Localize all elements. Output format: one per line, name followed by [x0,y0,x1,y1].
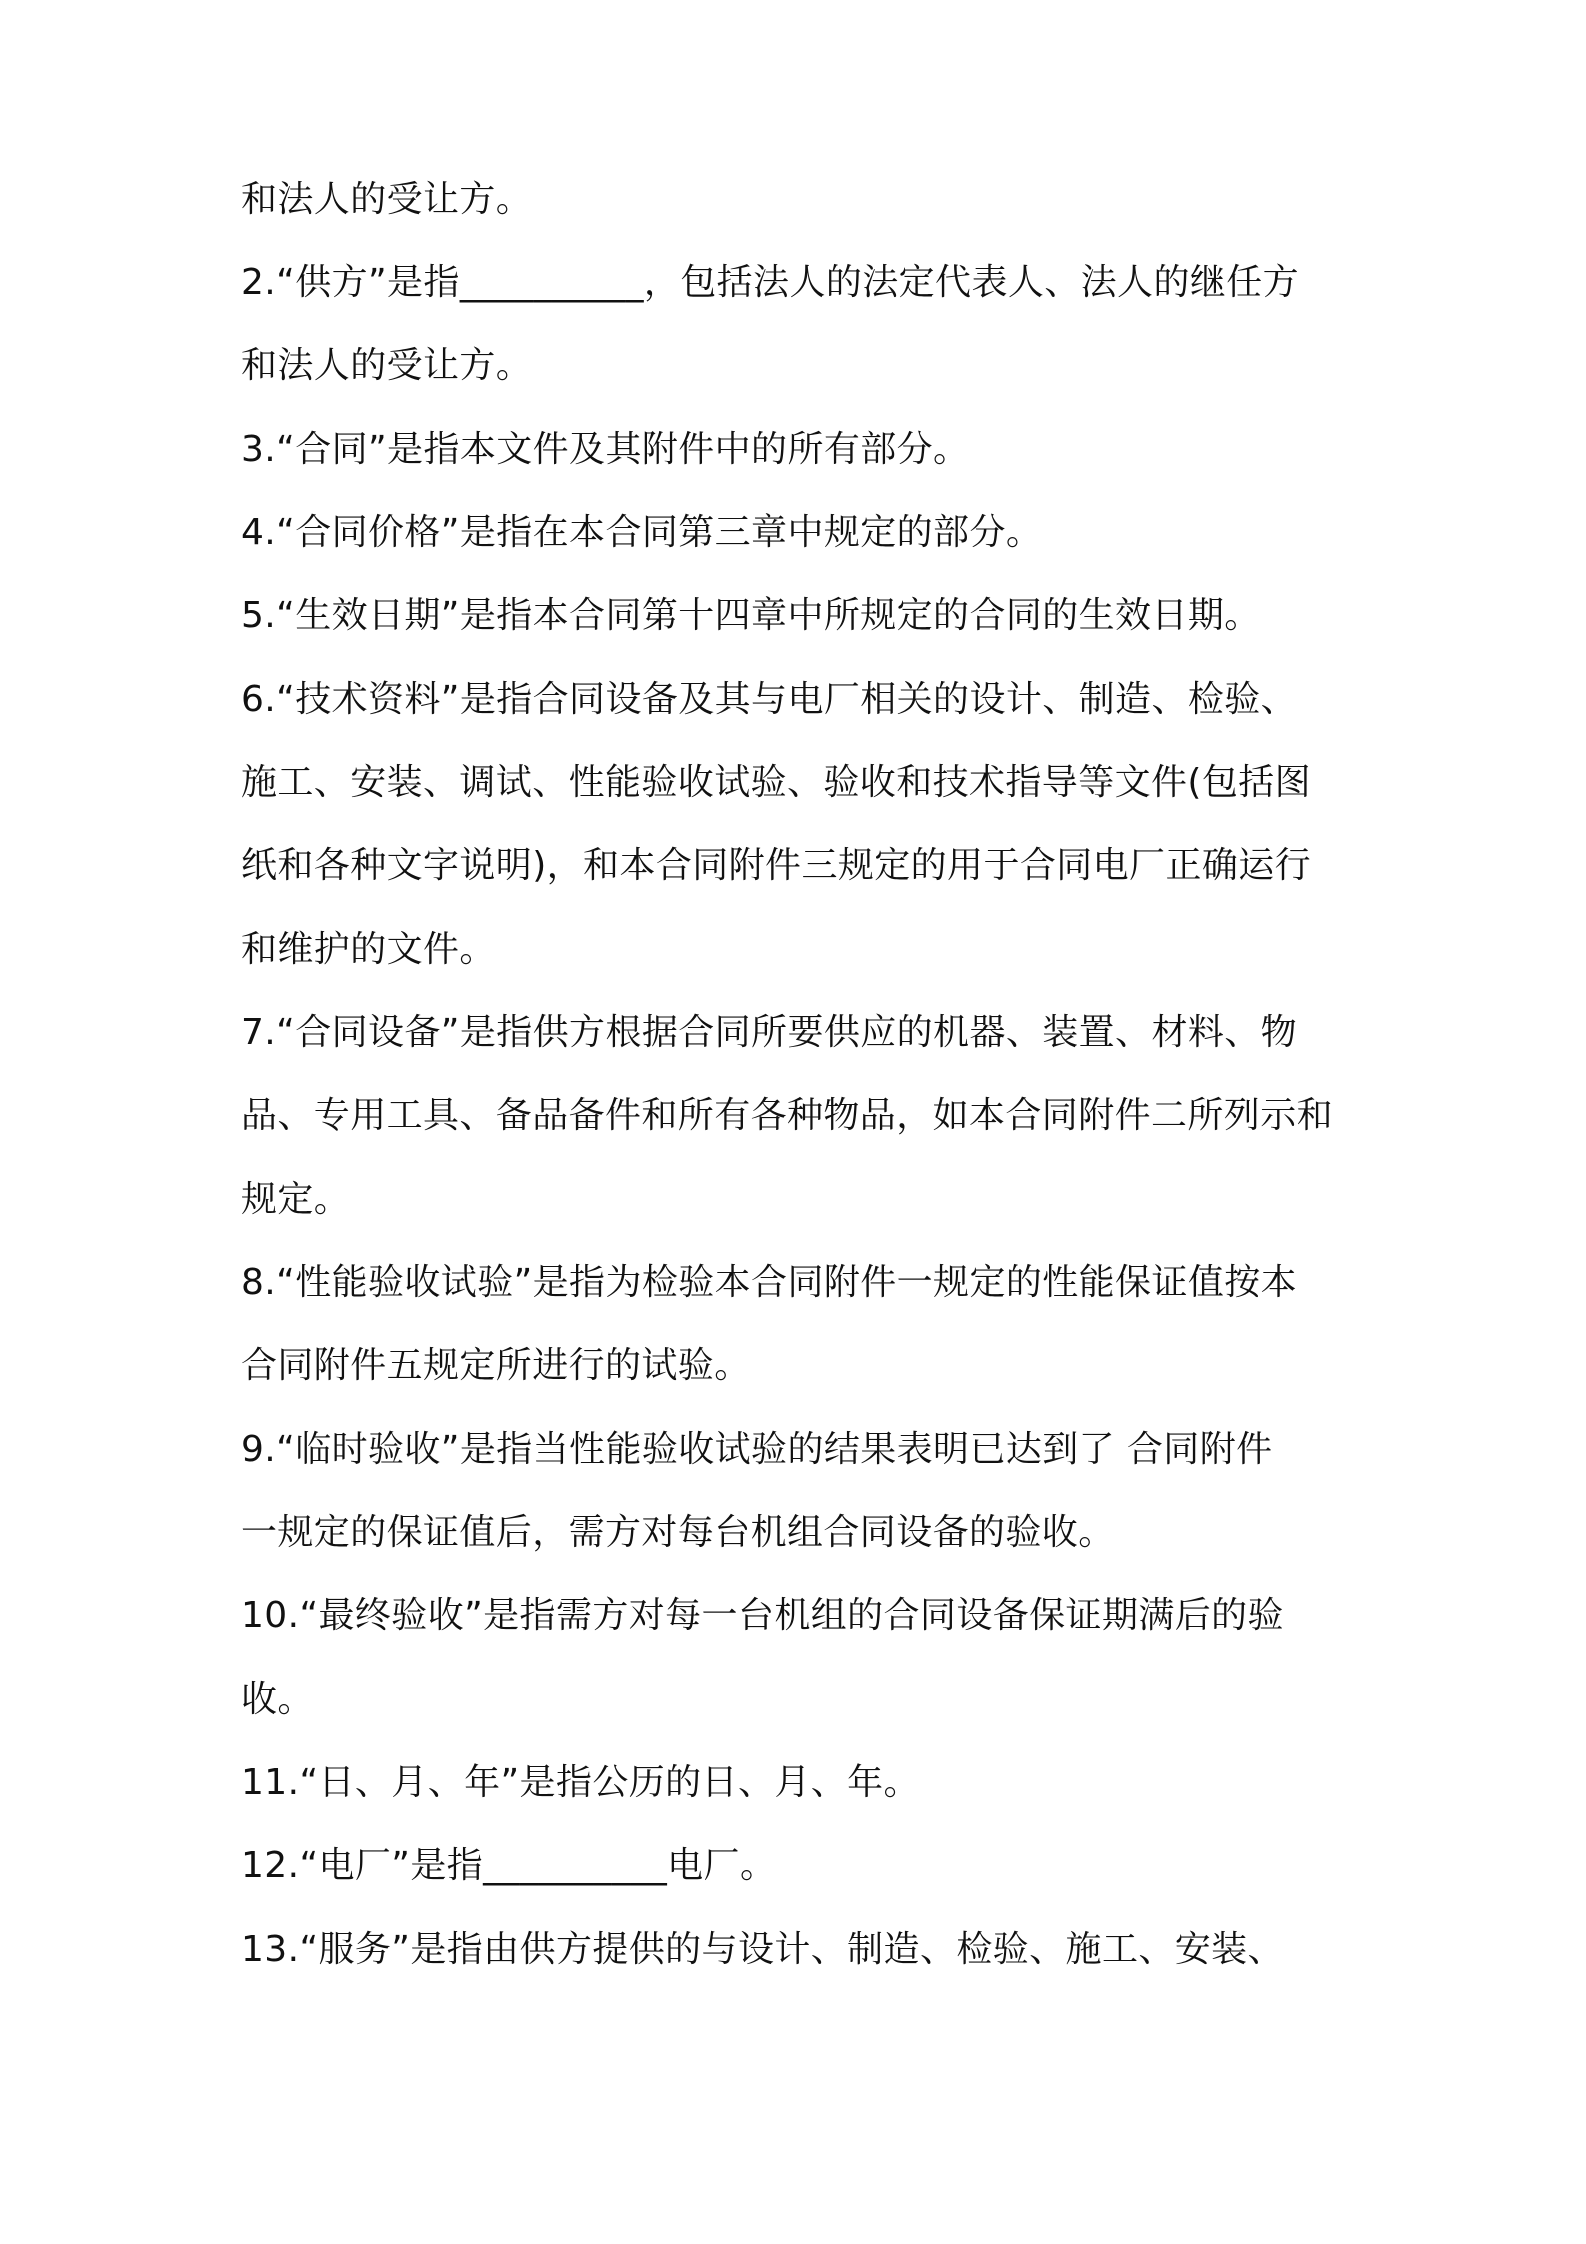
text-line: 和法人的受让方。 [241,345,533,386]
text-line: 13.“服务”是指由供方提供的与设计、制造、检验、施工、安装、 [241,1929,1284,1970]
text-line: 施工、安装、调试、性能验收试验、验收和技术指导等文件(包括图 [241,762,1312,803]
text-line: 9.“临时验收”是指当性能验收试验的结果表明已达到了 合同附件 [241,1429,1273,1470]
text-line: 3.“合同”是指本文件及其附件中的所有部分。 [241,429,970,470]
text-line: 7.“合同设备”是指供方根据合同所要供应的机器、装置、材料、物 [241,1012,1298,1053]
text-line: 品、专用工具、备品备件和所有各种物品，如本合同附件二所列示和 [241,1095,1334,1136]
text-line: 和法人的受让方。 [241,179,533,220]
text-line: 11.“日、月、年”是指公历的日、月、年。 [241,1762,920,1803]
text-line: 4.“合同价格”是指在本合同第三章中规定的部分。 [241,512,1043,553]
text-line: 一规定的保证值后，需方对每台机组合同设备的验收。 [241,1512,1115,1553]
text-line: 规定。 [241,1179,351,1220]
text-line: 5.“生效日期”是指本合同第十四章中所规定的合同的生效日期。 [241,595,1261,636]
text-line: 2.“供方”是指__________，包括法人的法定代表人、法人的继任方 [241,262,1300,303]
text-line: 12.“电厂”是指__________电厂。 [241,1845,777,1886]
text-line: 收。 [241,1679,314,1720]
text-line: 合同附件五规定所进行的试验。 [241,1345,751,1386]
text-line: 8.“性能验收试验”是指为检验本合同附件一规定的性能保证值按本 [241,1262,1298,1303]
text-line: 纸和各种文字说明)，和本合同附件三规定的用于合同电厂正确运行 [241,845,1312,886]
text-line: 和维护的文件。 [241,929,496,970]
text-line: 10.“最终验收”是指需方对每一台机组的合同设备保证期满后的验 [241,1595,1284,1636]
text-line: 6.“技术资料”是指合同设备及其与电厂相关的设计、制造、检验、 [241,679,1298,720]
